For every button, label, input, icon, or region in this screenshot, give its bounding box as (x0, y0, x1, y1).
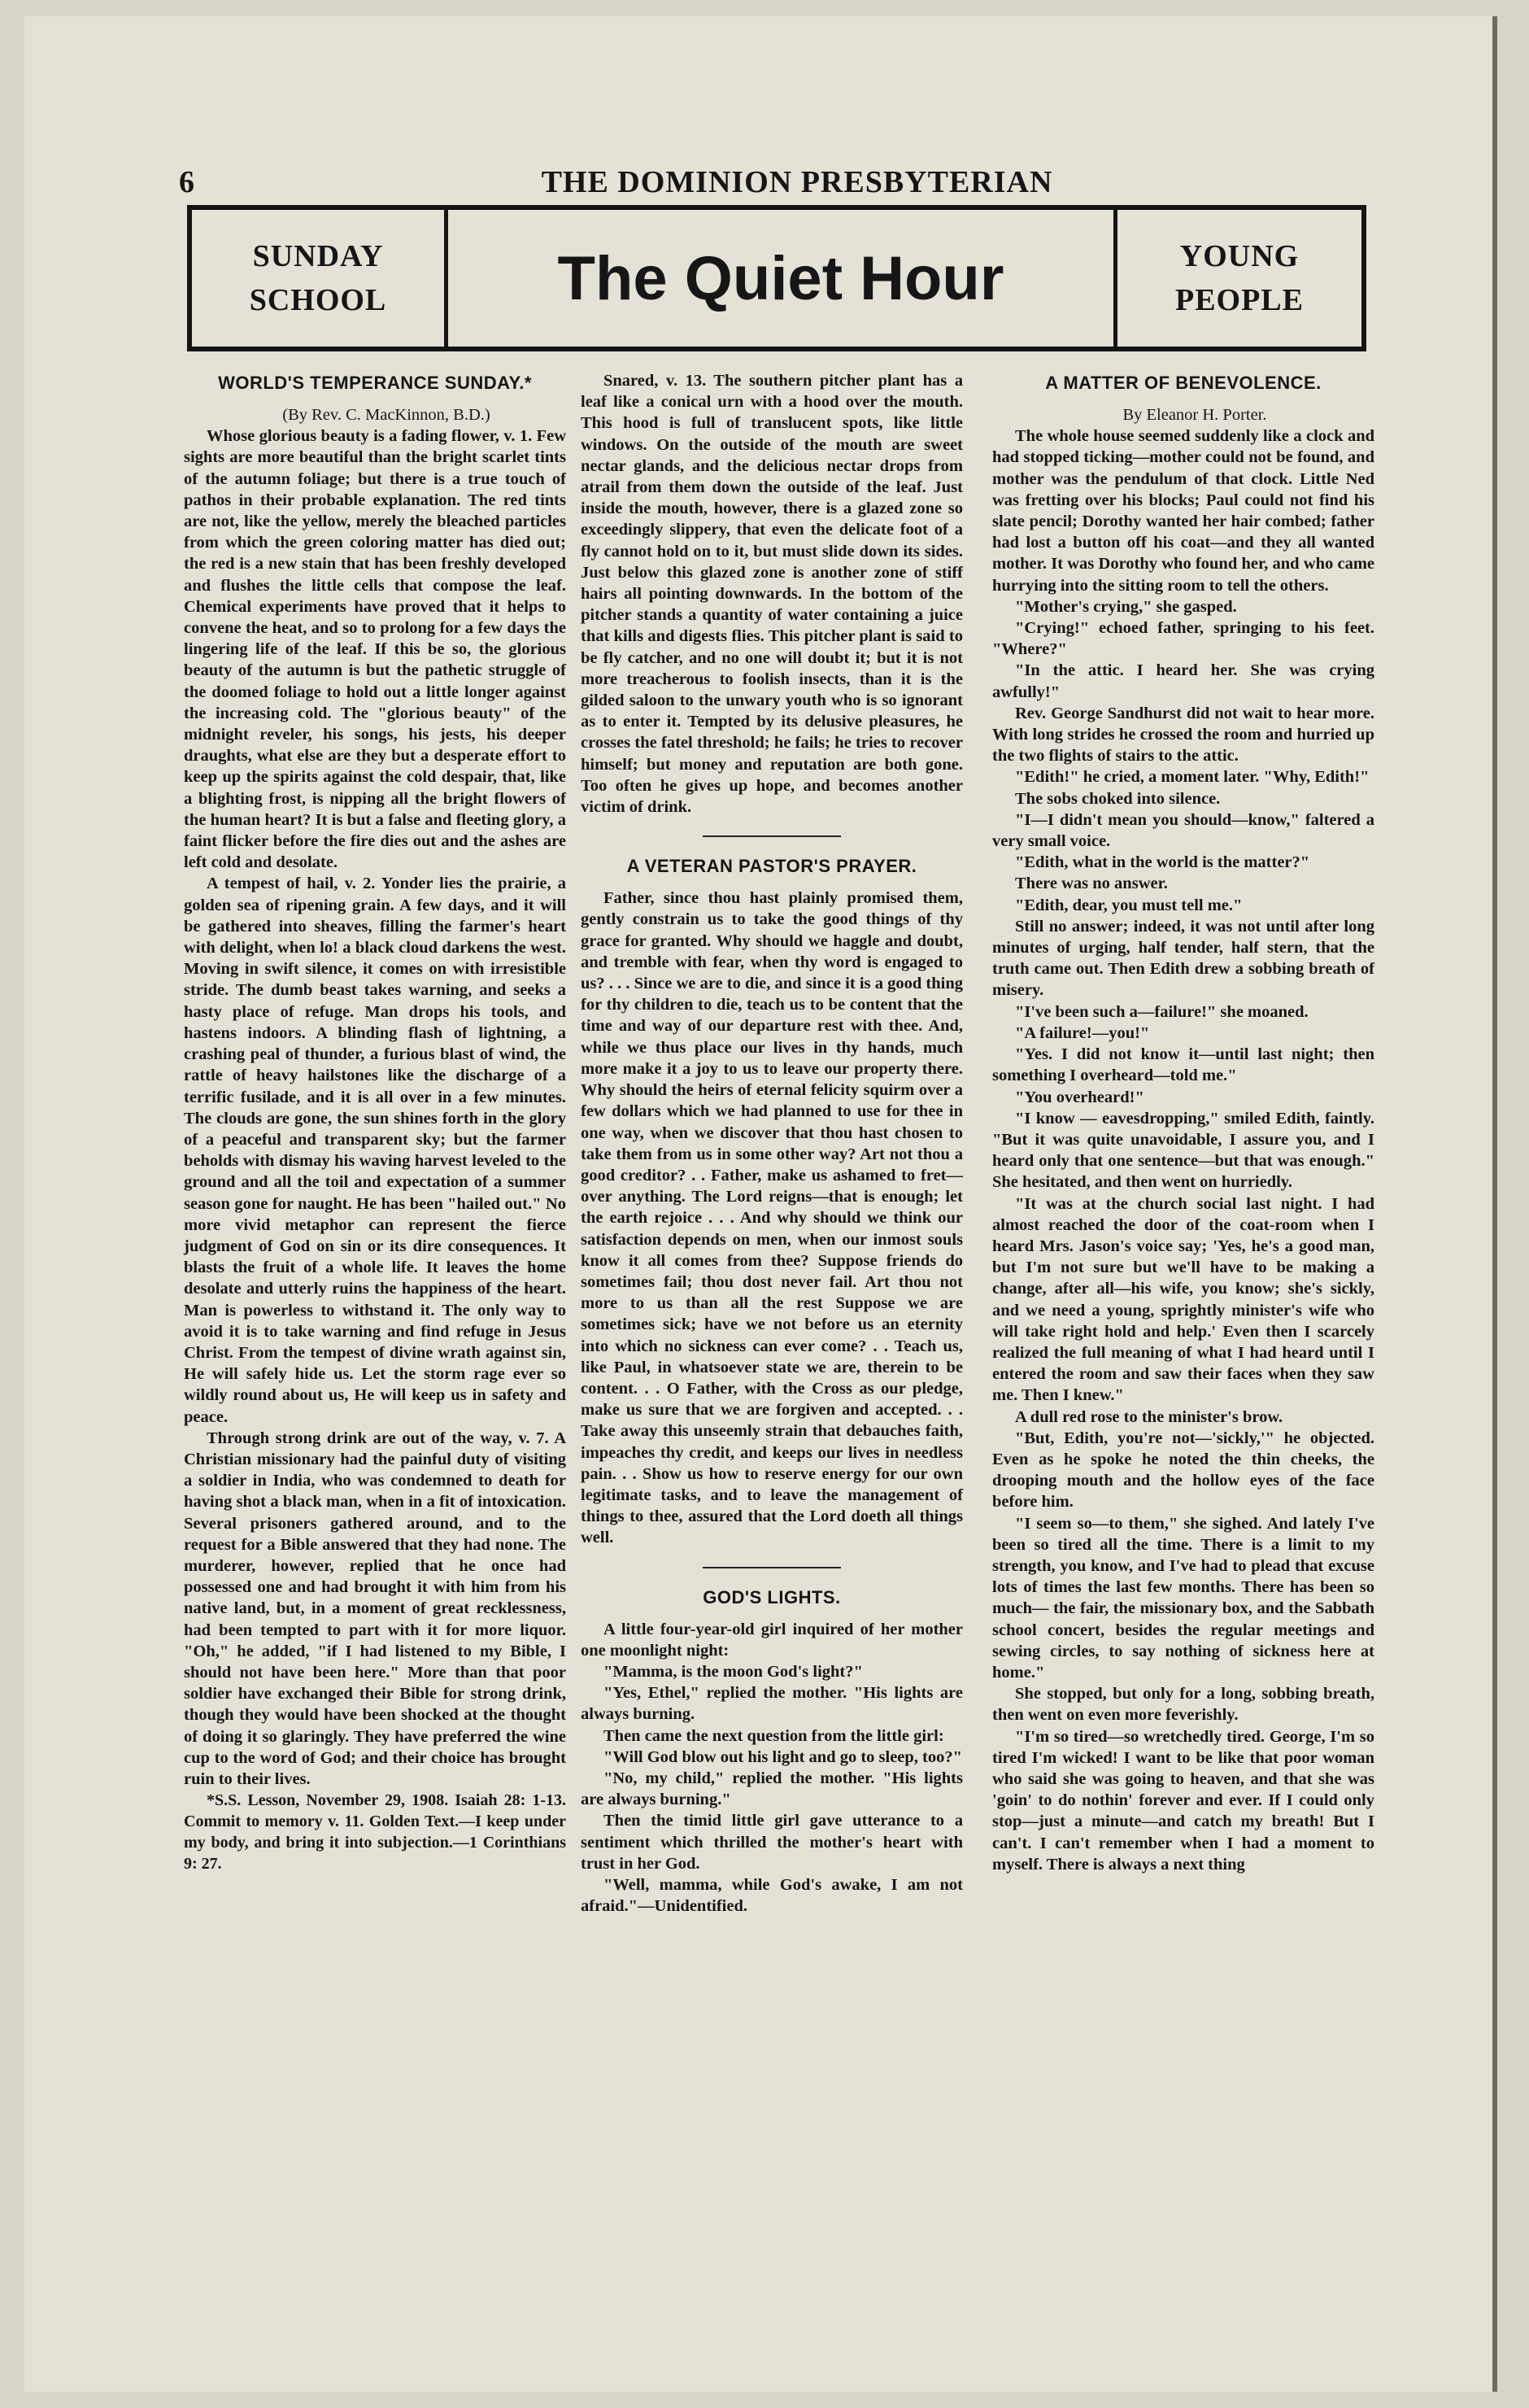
story-paragraph: "Crying!" echoed father, springing to his feet. "Where?" (992, 619, 1374, 659)
story-paragraph: There was no answer. (1015, 875, 1168, 893)
column-right (992, 370, 1374, 1875)
lights-paragraph: "Yes, Ethel," replied the mother. "His lights are always burning. (581, 1684, 963, 1724)
column-middle (581, 370, 963, 1917)
story-paragraph: "I seem so—to them," she sighed. And lately I've been so tired all the time. There is a limit to my strength, you know, and I've had to plead that excuse lots of times the last few months. There has been so much— the fair, the missionary box, and the Sabbath school concert, besides the regular meetings and sewing circles, to say nothing of sickness here at home." (992, 1514, 1374, 1682)
lights-paragraph: "No, my child," replied the mother. "His lights are always burning." (581, 1769, 963, 1809)
story-paragraph: "I—I didn't mean you should—know," faltered a very small voice. (992, 810, 1374, 851)
story-paragraph: A dull red rose to the minister's brow. (1015, 1407, 1283, 1426)
story-paragraph: Still no answer; indeed, it was not until after long minutes of urging, half tender, half stern, that the truth came out. Then Edith drew a sobbing breath of misery. (992, 917, 1374, 1000)
lights-paragraph: A little four-year-old girl inquired of her mother one moonlight night: (581, 1620, 963, 1660)
story-paragraph: "Edith!" he cried, a moment later. "Why, Edith!" (1015, 768, 1370, 787)
lights-paragraph: "Well, mamma, while God's awake, I am not afraid."—Unidentified. (581, 1876, 963, 1916)
story-paragraph: "Yes. I did not know it—until last night; then something I overheard—told me." (992, 1045, 1374, 1085)
benevolence-headline: A MATTER OF BENEVOLENCE. (1045, 373, 1322, 393)
temperance-headline: WORLD'S TEMPERANCE SUNDAY.* (218, 373, 532, 393)
prayer-paragraph: Father, since thou hast plainly promised them, gently constrain us to take the good things of thy grace for granted. Why should we haggle and doubt, and tremble with fear, when thy word is engaged to us? . . . Since we are to die, and since it is a good thing for thy children to die, teach us to be content that the time and way of our departure rest with thee. And, while we thus place our lives in thy hands, much more make it a joy to us to leave our property there. Why should the heirs of eternal felicity squirm over a few dollars which we had planned to use for thee in one way, when we discover that thou hast chosen to take them from us in some other way? Art not thou a good creditor? . . Father, make us ashamed to fret—over anything. The Lord reigns—that is enough; let the earth rejoice . . . And why should we think our satisfaction depends on men, when our inmost souls know it all comes from thee? Suppose friends do sometimes fail; thou dost never fail. Art thou not more to us than all the rest Suppose we are sometimes sick; have we not before us an eternity into which no sickness can ever come? . . Teach us, like Paul, in whatsoever state we are, therein to be content. . . O Father, with the Cross as our pledge, make us sure that we are forgiven and accepted. . . Take away this unseemly strain that debauches faith, impeaches thy credit, and keeps our lives in needless pain. . . Show us how to reserve energy for our own legitimate tasks, and to leave the management of things to thee, assured that the Lord doeth all things well. (581, 889, 963, 1547)
masthead-title: The Quiet Hour (557, 243, 1004, 313)
story-paragraph: "It was at the church social last night. I had almost reached the door of the coat-room when I heard Mrs. Jason's voice say; 'Yes, he's a good man, but I'm not sure but we'll have to be making a change, after all—his wife, you know; she's sickly, and we need a young, sprightly minister's wife who will take right hold and help.' Even then I scarcely realized the full meaning of what I had heard until I entered the room and saw their faces when they saw me. Then I knew." (992, 1194, 1374, 1405)
publication-title: THE DOMINION PRESBYTERIAN (541, 165, 1053, 199)
story-paragraph: "Mother's crying," she gasped. (1015, 597, 1237, 616)
section-divider (703, 1567, 841, 1568)
masthead-young-people (1113, 210, 1361, 347)
snared-paragraph: Snared, v. 13. The southern pitcher plant has a leaf like a conical urn with a hood over the mouth. This hood is full of translucent spots, like little windows. On the outside of the mouth are sweet nectar glands, and the delicious nectar drops from atrail from them down the outside of the leaf. Just inside the mouth, however, there is a glazed zone so exceedingly slippery, that even the delicate foot of a fly cannot hold on to it, but must slide down its sides. Just below this glazed zone is another zone of stiff hairs all pointing downwards. In the bottom of the pitcher stands a quantity of water containing a juice that kills and digests flies. This pitcher plant is said to be fly catcher, and no one will doubt it; but it is not more treacherous to foolish insects, than it is the gilded saloon to the unwary youth who is so ignorant as to enter it. Tempted by its delusive pleasures, he crosses the fatel threshold; he fails; he tries to recover himself; but money and reputation are both gone. Too often he gives up hope, and becomes another victim of drink. (581, 372, 963, 817)
story-paragraph: "You overheard!" (1015, 1088, 1144, 1106)
story-paragraph: "I know — eavesdropping," smiled Edith, faintly. "But it was quite unavoidable, I assure you, and I heard only that one sentence—but that was enough." She hesitated, and then went on hurriedly. (992, 1109, 1374, 1192)
newspaper-page (24, 16, 1497, 2392)
story-paragraph: "A failure!—you!" (1015, 1023, 1150, 1042)
story-paragraph: "But, Edith, you're not—'sickly,'" he objected. Even as he spoke he noted the thin cheeks, the drooping mouth and the hollow eyes of the face before him. (992, 1429, 1374, 1512)
story-paragraph: She stopped, but only for a long, sobbing breath, then went on even more feverishly. (992, 1685, 1374, 1725)
story-paragraph: The whole house seemed suddenly like a clock and had stopped ticking—mother could not be found, and mother was the pendulum of that clock. Little Ned was fretting over his blocks; Paul could not find his slate pencil; Dorothy wanted her hair combed; father had lost a button off his coat—and they all wanted mother. It was Dorothy who found her, and who came hurrying into the sitting room to tell the others. (992, 427, 1374, 595)
story-paragraph: Rev. George Sandhurst did not wait to hear more. With long strides he crossed the room and hurried up the two flights of stairs to the attic. (992, 704, 1374, 766)
masthead (187, 205, 1366, 351)
lesson-footnote: *S.S. Lesson, November 29, 1908. Isaiah 28: 1-13. Commit to memory v. 11. Golden Text.—I keep under my body, and bring it into subjection.—1 Corinthians 9: 27. (184, 1791, 566, 1874)
masthead-right-line2: PEOPLE (1174, 283, 1305, 317)
section-divider (703, 835, 841, 837)
lights-paragraph: Then came the next question from the little girl: (603, 1726, 944, 1745)
temperance-paragraph: Through strong drink are out of the way, v. 7. A Christian missionary had the painful duty of visiting a soldier in India, who was condemned to death for having shot a black man, when in a fit of intoxication. Several prisoners gathered around, and to the request for a Bible answered that they had none. The murderer, however, replied that he once had possessed one and had brought it with him from his native land, but, in a moment of great recklessness, had been tempted to part with it for more liquor. "Oh," he added, "if I had listened to my Bible, I should not have been here." More than that poor soldier have exchanged their Bible for strong drink, though they would have been shocked at the thought of doing it so glaringly. They have preferred the wine cup to the word of God; and their choice has brought ruin to their lives. (184, 1429, 566, 1788)
story-paragraph: "Edith, what in the world is the matter?" (1015, 853, 1310, 872)
masthead-sunday-school (192, 210, 448, 347)
temperance-paragraph: Whose glorious beauty is a fading flower, v. 1. Few sights are more beautiful than the bright scarlet tints of the autumn foliage; but there is a true touch of pathos in their probable explanation. The red tints are not, like the yellow, merely the bleached particles from which the green coloring matter has died out; the red is a new stain that has been freshly developed and flushes the little cells that compose the leaf. Chemical experiments have proved that it helps to convene the heat, and so to prolong for a few days the lingering life of the leaf. If this be so, the glorious beauty of the autumn is but the pathetic struggle of the doomed foliage to hold out a little longer against the increasing cold. The "glorious beauty" of the midnight reveler, his songs, his jests, his deeper draughts, what else are they but a desperate effort to keep up the spirits against the cold despair, that, like a blighting frost, is nipping all the bright flowers of the human heart? It is but a false and fleeting glory, a faint flicker before the fire dies out and the ashes are left cold and desolate. (184, 427, 566, 872)
temperance-paragraph: A tempest of hail, v. 2. Yonder lies the prairie, a golden sea of ripening grain. A few days, and it will be gathered into sheaves, filling the farmer's heart with delight, when lo! a black cloud darkens the west. Moving in swift silence, it comes on with irresistible stride. The dumb beast takes warning, and seeks a hasty place of refuge. Man drops his tools, and hastens indoors. A blinding flash of lightning, a crashing peal of thunder, a furious blast of wind, the rattle of heavy hailstones like the discharge of a terrific fusilade, and it is all over in a few minutes. The clouds are gone, the sun shines forth in the glory of a peaceful and transparent sky; but the farmer beholds with dismay his waving harvest leveled to the ground and all the toil and expectation of a summer season gone for naught. He has been "hailed out." No more vivid metaphor can represent the fierce judgment of God on sin or its dire consequences. It blasts the fruit of a whole life. It leaves the home desolate and utterly ruins the happiness of the heart. Man is powerless to withstand it. The only way to avoid it is to take warning and find refuge in Jesus Christ. From the tempest of divine wrath against sin, He will safely hide us. Let the storm rage ever so wildly round about us, He will keep us in safety and peace. (184, 875, 566, 1426)
prayer-headline: A VETERAN PASTOR'S PRAYER. (626, 856, 917, 877)
story-paragraph: "Edith, dear, you must tell me." (1015, 896, 1243, 914)
lights-paragraph: "Mamma, is the moon God's light?" (603, 1662, 863, 1681)
lights-headline: GOD'S LIGHTS. (703, 1586, 841, 1608)
masthead-right-line1: YOUNG (1179, 239, 1300, 273)
column-left (184, 370, 566, 1874)
masthead-left-line1: SUNDAY (252, 239, 384, 273)
story-paragraph: "I'm so tired—so wretchedly tired. George, I'm so tired I'm wicked! I want to be like that poor woman who said she was going to heaven, and that she was 'goin' to do nothin' forever and ever. If I could only stop—just a minute—and catch my breath! But I can't. I can't remember when I had a moment to myself. There is always a next thing (992, 1727, 1374, 1874)
masthead-left-line2: SCHOOL (249, 283, 387, 317)
benevolence-byline: By Eleanor H. Porter. (1122, 406, 1267, 424)
lights-paragraph: Then the timid little girl gave utterance to a sentiment which thrilled the mother's heart with trust in her God. (581, 1812, 963, 1873)
lights-paragraph: "Will God blow out his light and go to sleep, too?" (603, 1747, 963, 1766)
story-paragraph: The sobs choked into silence. (1015, 789, 1221, 808)
story-paragraph: "I've been such a—failure!" she moaned. (1015, 1002, 1309, 1021)
story-paragraph: "In the attic. I heard her. She was crying awfully!" (992, 661, 1374, 701)
temperance-byline: (By Rev. C. MacKinnon, B.D.) (282, 406, 490, 424)
page-number: 6 (179, 165, 194, 199)
